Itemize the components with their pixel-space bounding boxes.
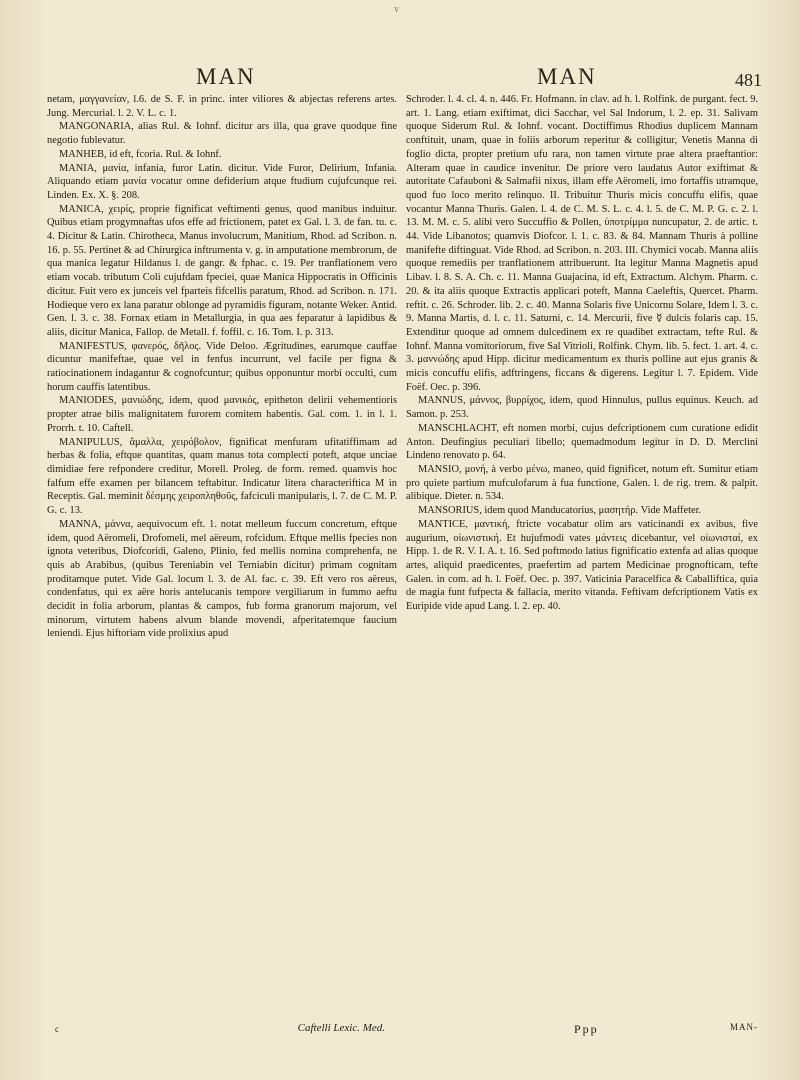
right-column xyxy=(406,93,758,614)
entry-paragraph: netam, μαγγανείαν, l.6. de S. F. in princ. inter viliores & abjectas referens artes. Jung. Mercurial. l. 2. V. L. c. 1. xyxy=(47,94,397,119)
signature-mark: Ppp xyxy=(574,1022,599,1036)
entry-mansio: MANSIO, μονή, à verbo μένω, maneo, quid fignificet, notum eft. Sumitur etiam pro quiete partium mufculofarum à fua functione, Galen. l. de rig. trem. & palpit. alibique. Dieter. n. 534. xyxy=(406,463,758,503)
catchword-left: Caftelli Lexic. Med. xyxy=(297,1022,385,1034)
entry-paragraph: Schroder. l. 4. cl. 4. n. 446. Fr. Hofmann. in clav. ad h. l. Rolfink. de purgant. fect. 9. art. 1. Lang. etiam exiftimat, dici Sacchar, vel Sal Indorum, l. 2. ep. 31. Salivam quoque Siderum Rul. & Iohnf. vocant. Doctiffimus Rhodius duplicem Mannam conftituit, unam, quae in foliis arborum reperitur & colligitur, Venetis Manna di foglio dicta, propter pretium ufu rara, non tamen virtute prae altera praeftantior: Alteram quae in caudice invenitur. De priore vero laudatus Autor exiftimat & autoritate Cafauboni & Salmafii nixus, illam effe Aëromeli, imo fortaffis utramque, quod fuo loco merito relinquo. II. Tribuitur Thuris micis concuffu elifis, quae vocantur Manna Thuris. Galen. l. 4. de C. M. S. L. c. 4. l. 5. de C. M. P. G. c. 2. l. 13. M. M. c. 5. alibi vero Succuffio & Pollen, ὑποτρίμμα nuncupatur, 2. de artic. t. 44. Vide Libanotos; quamvis Diofcor. l. 1. c. 83. & 84. Mannam Thuris à polline manifefte diftinguat. Vide Rhod. ad Scribon. n. 203. III. Chymici vocab. Manna aliis quoque remediis per tranflationem attribuerunt. Ita legitur Manna Magnetis apud Libav. l. 8. S. A. Ch. c. 11. Manna Guajacina, id eft, Extractum. Alchym. Pharm. c. 20. & ita aliis quoque Extractis applicari poteft, Manna Caeleftis, Quercet. Pharm. reftit. c. 26. Schroder. lib. 2. c. 40. Manna Solaris five Unicornu Solare, Idem l. 3. c. 9. Manna Martis, d. l. c. 11. Saturni, c. 14. Mercurii, five ☿ dulcis folaris cap. 15. Extenditur quoque ad omnem dulcedinem ex re quadibet extractam, tefte Rul. & Iohnf. Manna vomitoriorum, five Sal Vitrioli, Rolfink. Chym. lib. 5. fect. 1. art. 4. c. 3. μαννώδης apud Hipp. dicitur medicamentum ex thuris polline aut ejus granis & micis concuffu elifis, adftringens, ficcans & digerens. Legitur l. 7. Epidem. Vide Foëf. Oec. p. 396. xyxy=(406,94,758,393)
entry-manifestus: MANIFESTUS, φανερός, δῆλος. Vide Deloo. Ægritudines, earumque cauffae dicuntur manifeftae, quae vel in fenfus incurrunt, vel facile per figna & ratiocinationem indagantur & cognofcuntur; quibus opponuntur morbi occulti, cum horum cauffis latentibus. xyxy=(47,340,397,393)
entry-manica: MANICA, χειρίς, proprie fignificat veftimenti genus, quod manibus induitur. Quibus etiam progymnaftas ufos effe ad frictionem, patet ex Gal. l. 3. de fan. tu. c. 4. Dicitur & Latin. Chirotheca, Manus involucrum, Manitium, Rhod. ad Scribon. n. 16. p. 55. Pertinet & ad Chirurgica inftrumenta v. g. in amputatione membrorum, de qua manica legatur Hildanus l. de gangr. & fphac. c. 19. Per tranflationem vero etiam vocab. tributum Coli cujufdam fpeciei, quae Manica Hippocratis in Officinis dicitur. Fuit vero ex junceis vel fparteis fifcellis paratum, Rhod. ad Scribon. n. 171. Hodieque vero ex lana paratur oblonge ad pyramidis figuram, notante Weker. Antid. Gen. l. 3. c. 38. Fornax etiam in Metallurgia, in qua aes feparatur à lapidibus & aliis, dicitur Manica, Fallop. de Metall. f. foffil. c. 16. Tom. I. p. 313. xyxy=(47,203,397,338)
entry-manipulus: MANIPULUS, ἄμαλλα, χειρόβολον, fignificat menfuram ufitatiffimam ad herbas & folia, eftque quantitas, quam manus tota complecti poteft, atque unciae dimidiae fere refpondere creditur, Morell. Proleg. de form. remed. quamvis hoc falfum effe examen per bilancem teftabitur. Indicatur litera characteriftica M in Receptis. Gal. meminit δέσμης χειροπληθοῦς, fafciculi manipularis, l. 7. de C. M. P. G. c. 13. xyxy=(47,436,397,517)
entry-manheb: MANHEB, id eft, fcoria. Rul. & Iohnf. xyxy=(59,148,222,160)
entry-mannus: MANNUS, μάννος, βυρρίχος, idem, quod Hinnulus, pullus equinus. Keuch. ad Samon. p. 253. xyxy=(406,395,758,421)
entry-maniodes: MANIODES, μανιώδης, idem, quod μανικός, epitheton delirii vehementioris propter atrae bilis malignitatem furorem comitem habentis. Gal. com. 1. in l. 1. Prorrh. t. 10. Caftell. xyxy=(47,395,397,434)
entry-manschlacht: MANSCHLACHT, eft nomen morbi, cujus defcriptionem cum curatione edidit Anton. Deufingius peculiari libello; quemadmodum legitur in D. D. Merclini Lindeno renovato p. 64. xyxy=(406,422,758,462)
entry-mansorius: MANSORIUS, idem quod Manducatorius, μασητήρ. Vide Maffeter. xyxy=(418,505,702,517)
page-number: 481 xyxy=(735,70,762,90)
entry-mania: MANIA, μανία, infania, furor Latin. dicitur. Vide Furor, Delirium, Infania. Aliquando etiam μανία vocatur omne defiderium atque ftudium cujufcunque rei. Linden. Ex. X. §. 208. xyxy=(47,162,397,201)
running-head-right: MAN xyxy=(537,64,597,89)
entry-mangonaria: MANGONARIA, alias Rul. & Iohnf. dicitur ars illa, qua grave quodque fine negotio fublevatur. xyxy=(47,121,397,147)
left-column xyxy=(47,93,397,641)
entry-mantice: MANTICE, μαντική, ftricte vocabatur olim ars vaticinandi ex avibus, five augurium, οἰωνιστική. Et hujufmodi vates μάντεις dicebantur, vel οἰωνισταί, ex Hipp. 1. de R. V. I. A. t. 16. Sed poftmodo latius fignificatio extenfa ad alias quoque artes, aliquid praedicentes, praefertim ad partem Medicinae prognofticam, tefte Galen. in com. ad h. l. Foëf. Oec. p. 397. Vaticinia Paracelfica & Caballiftica, quia de magia funt fufpecta & fallacia, merito vitanda. Feftivam defcriptionem Vatis ex Euripide vide apud Lang. l. 2. ep. 40. xyxy=(406,518,758,613)
running-head-left: MAN xyxy=(196,64,256,89)
catchword-right: MAN- xyxy=(730,1022,758,1032)
top-mark: v xyxy=(394,4,399,15)
entry-manna: MANNA, μάννα, aequivocum eft. 1. notat melleum fuccum concretum, eftque idem, quod Aëromeli, Drofomeli, mel aëreum, rofcidum. Eftque mellis fpecies non ignota veteribus, Diofcoridi, Galeno, Plinio, fed mellis nomina comprehenfa, ne quis ab Arabibus, (quibus Tereniabin vel Terniabin dicitur) primam cognitam proditamque putet. Vide Gal. locum l. 3. de Al. fac. c. 39. Eft vero ros aëreus, condenfatus, qui ex aëre horis antelucanis tempore vergiliarum in fummo aeftu decidit in folia arborum, plantas & campos, fub forma granorum majorum, vel minorum, virtutem habens alvum blande movendi, afperitatemque faucium leniendi. Ejus hiftoriam vide prolixius apud xyxy=(47,518,397,640)
footer-mark: c xyxy=(55,1024,59,1034)
